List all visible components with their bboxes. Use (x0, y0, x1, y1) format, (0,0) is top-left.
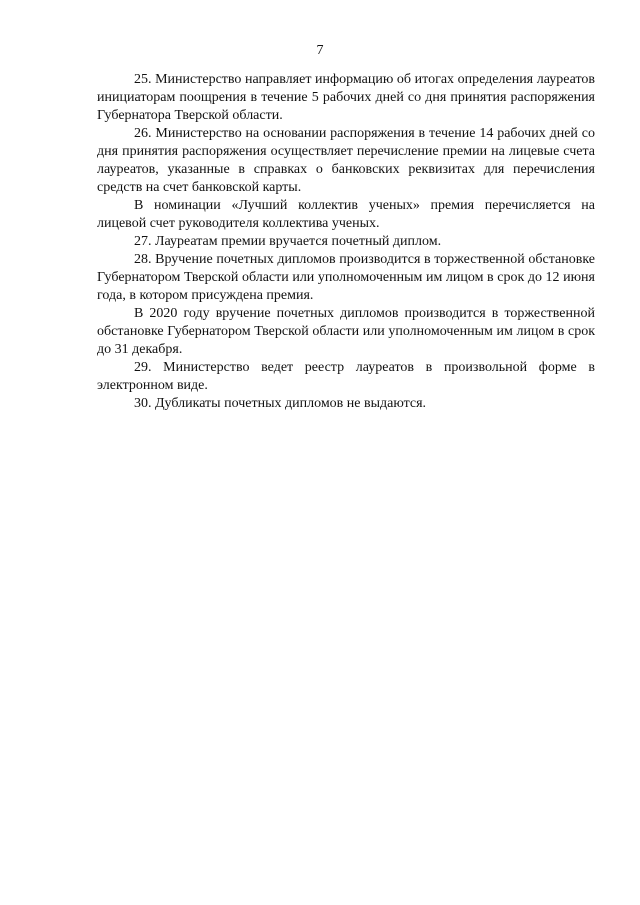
paragraph-29: 29. Министерство ведет реестр лауреатов в произвольной форме в электронном виде. (97, 360, 595, 393)
paragraph-26-nomination: В номинации «Лучший коллектив ученых» премия перечисляется на лицевой счет руководителя коллектива ученых. (97, 198, 595, 231)
paragraph-28-2020: В 2020 году вручение почетных дипломов производится в торжественной обстановке Губернатором Тверской области или уполномоченным им лицом в срок до 31 декабря. (97, 306, 595, 357)
paragraph-26: 26. Министерство на основании распоряжения в течение 14 рабочих дней со дня принятия распоряжения осуществляет перечисление премии на лицевые счета лауреатов, указанные в справках о банковских реквизитах для перечисления средств на счет банковской карты. (97, 126, 595, 195)
paragraph-25: 25. Министерство направляет информацию об итогах определения лауреатов инициаторам поощрения в течение 5 рабочих дней со дня принятия распоряжения Губернатора Тверской области. (97, 72, 595, 123)
document-body (97, 71, 595, 413)
paragraph-30: 30. Дубликаты почетных дипломов не выдаются. (134, 396, 427, 411)
page-number: 7 (316, 43, 324, 58)
paragraph-27: 27. Лауреатам премии вручается почетный диплом. (134, 234, 442, 249)
paragraph-28: 28. Вручение почетных дипломов производится в торжественной обстановке Губернатором Тверской области или уполномоченным им лицом в срок до 12 июня года, в котором присуждена премия. (97, 252, 595, 303)
